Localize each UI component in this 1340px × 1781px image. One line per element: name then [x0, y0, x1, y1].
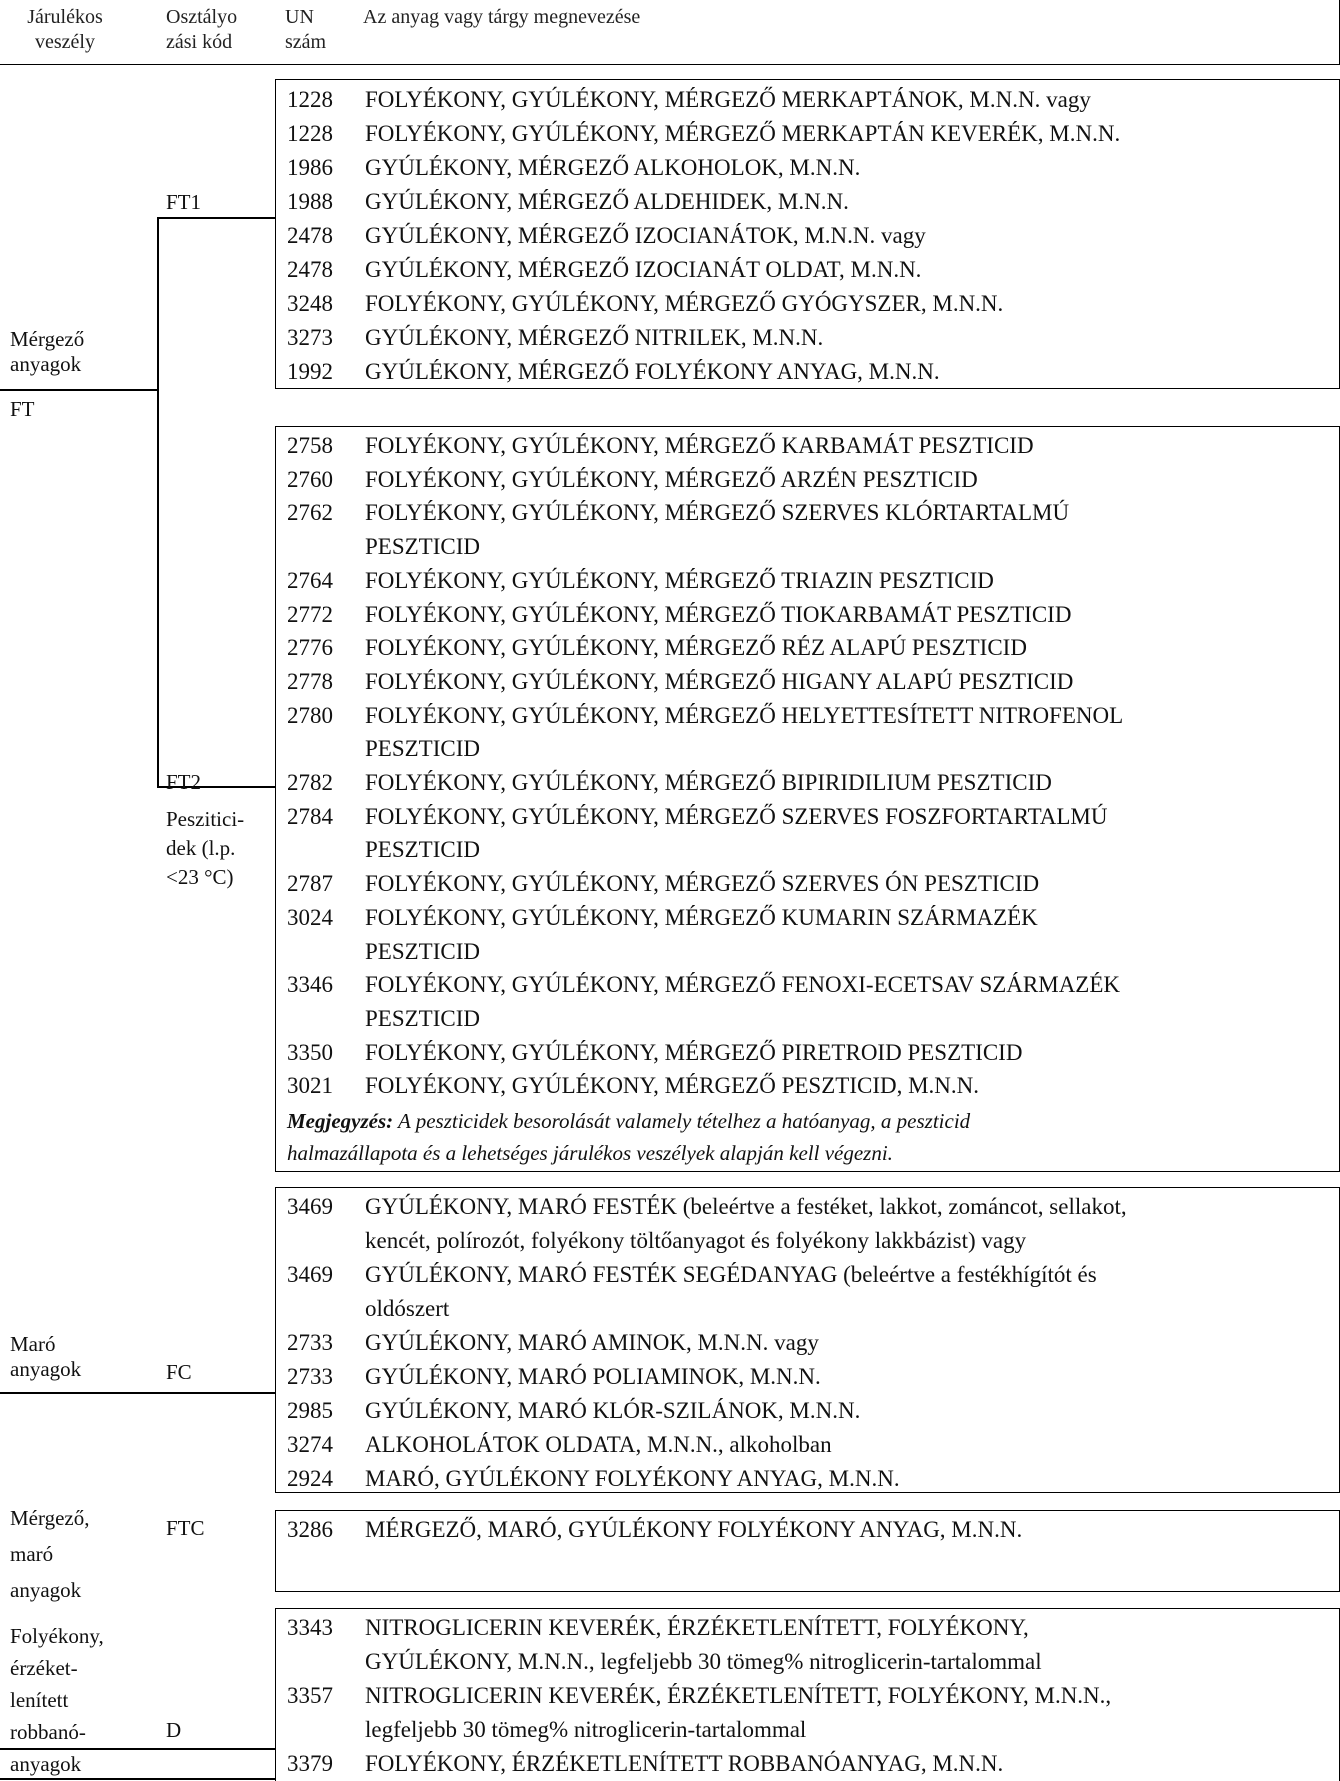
code-fc: FC — [166, 1360, 192, 1384]
entry-name: FOLYÉKONY, GYÚLÉKONY, MÉRGEZŐ HIGANY ALAPÚ PESZTICID — [365, 668, 1074, 694]
entry-name: MÉRGEZŐ, MARÓ, GYÚLÉKONY FOLYÉKONY ANYAG, M.N.N. — [365, 1517, 1023, 1542]
entry-name: PESZTICID — [365, 938, 480, 964]
un-number: 1992 — [287, 359, 333, 384]
un-number: 2782 — [287, 770, 333, 795]
header-col-un — [285, 5, 326, 55]
code-pesticides — [166, 805, 244, 892]
entry-name: FOLYÉKONY, GYÚLÉKONY, MÉRGEZŐ KUMARIN SZÁRMAZÉK — [365, 904, 1038, 930]
un-number: 1986 — [287, 155, 333, 180]
entry-name: FOLYÉKONY, ÉRZÉKETLENÍTETT ROBBANÓANYAG, M.N.N. — [365, 1751, 1004, 1776]
un-number: 3469 — [287, 1194, 333, 1219]
entry-name: FOLYÉKONY, GYÚLÉKONY, MÉRGEZŐ GYÓGYSZER, M.N.N. — [365, 291, 1004, 316]
label-text: Mérgező, — [10, 1506, 90, 1530]
label-corrosive — [10, 1332, 81, 1382]
pesticide-note — [287, 1105, 970, 1169]
un-number: 3346 — [287, 972, 333, 998]
label-toxic — [10, 327, 84, 377]
entry-name: legfeljebb 30 tömeg% nitroglicerin-tartalommal — [365, 1717, 807, 1742]
entry-name: FOLYÉKONY, GYÚLÉKONY, MÉRGEZŐ HELYETTESÍTETT NITROFENOL — [365, 702, 1124, 728]
un-number: 3248 — [287, 291, 333, 316]
entry-name: FOLYÉKONY, GYÚLÉKONY, MÉRGEZŐ SZERVES KLÓRTARTALMÚ — [365, 500, 1070, 526]
label-toxic-corrosive — [10, 1500, 90, 1608]
code-ft2: FT2 — [166, 770, 202, 794]
label-text: Peszitici- — [166, 807, 245, 831]
un-number: 1228 — [287, 87, 333, 112]
un-number: 3379 — [287, 1751, 333, 1776]
entry-name: NITROGLICERIN KEVERÉK, ÉRZÉKETLENÍTETT, FOLYÉKONY, M.N.N., — [365, 1683, 1112, 1708]
label-text: érzéket- — [10, 1656, 78, 1680]
entry-name: kencét, polírozót, folyékony töltőanyagot és folyékony lakkbázist) vagy — [365, 1228, 1027, 1253]
entry-name: GYÚLÉKONY, MARÓ FESTÉK (beleértve a festéket, lakkot, zománcot, sellakot, — [365, 1194, 1127, 1219]
label-text: dek (l.p. — [166, 836, 236, 860]
entry-name: FOLYÉKONY, GYÚLÉKONY, MÉRGEZŐ SZERVES ÓN PESZTICID — [365, 871, 1040, 897]
entry-name: GYÚLÉKONY, M.N.N., legfeljebb 30 tömeg% nitroglicerin-tartalommal — [365, 1649, 1042, 1674]
label-ft: FT — [10, 397, 35, 421]
note-text: A peszticidek besorolását valamely tételhez a hatóanyag, a peszticid — [393, 1109, 971, 1133]
un-number: 3273 — [287, 325, 333, 350]
header-text: Járulékos — [27, 6, 103, 28]
header-col-code — [166, 5, 237, 55]
entry-name: GYÚLÉKONY, MÉRGEZŐ IZOCIANÁT OLDAT, M.N.N. — [365, 257, 922, 282]
un-number: 2760 — [287, 466, 333, 492]
un-number: 3286 — [287, 1517, 333, 1542]
entry-name: GYÚLÉKONY, MARÓ FESTÉK SEGÉDANYAG (beleértve a festékhígítót és — [365, 1262, 1097, 1287]
entry-name: FOLYÉKONY, GYÚLÉKONY, MÉRGEZŐ PESZTICID, M.N.N. — [365, 1073, 980, 1099]
entry-name: PESZTICID — [365, 736, 480, 762]
un-number: 2776 — [287, 635, 333, 661]
entry-name: FOLYÉKONY, GYÚLÉKONY, MÉRGEZŐ KARBAMÁT PESZTICID — [365, 433, 1034, 458]
entry-name: PESZTICID — [365, 534, 480, 560]
un-number: 2985 — [287, 1398, 333, 1423]
un-number: 2478 — [287, 257, 333, 282]
entry-name: FOLYÉKONY, GYÚLÉKONY, MÉRGEZŐ TIOKARBAMÁT PESZTICID — [365, 601, 1072, 627]
divider-line — [157, 217, 159, 787]
un-number: 2778 — [287, 668, 333, 694]
entry-name: FOLYÉKONY, GYÚLÉKONY, MÉRGEZŐ RÉZ ALAPÚ PESZTICID — [365, 635, 1027, 661]
un-number: 2772 — [287, 601, 333, 627]
divider-line — [0, 389, 158, 391]
label-text: anyagok — [10, 352, 82, 376]
header-text: Osztályo — [166, 6, 238, 28]
label-text: robbanó- — [10, 1720, 86, 1744]
note-line-2: halmazállapota és a lehetséges járulékos veszélyek alapján kell végezni. — [287, 1141, 893, 1165]
entry-name: GYÚLÉKONY, MÉRGEZŐ FOLYÉKONY ANYAG, M.N.N. — [365, 359, 940, 384]
label-text: <23 °C) — [166, 865, 234, 889]
divider-line — [157, 217, 275, 219]
entry-name: PESZTICID — [365, 1005, 480, 1031]
divider-line — [0, 1392, 275, 1394]
un-number: 2784 — [287, 803, 333, 829]
un-number: 2780 — [287, 702, 333, 728]
label-text: anyagok — [10, 1578, 82, 1602]
un-number: 3350 — [287, 1039, 333, 1065]
entry-name: GYÚLÉKONY, MARÓ AMINOK, M.N.N. vagy — [365, 1330, 819, 1355]
un-number: 2924 — [287, 1466, 333, 1491]
un-number: 1988 — [287, 189, 333, 214]
entry-name: GYÚLÉKONY, MÉRGEZŐ IZOCIANÁTOK, M.N.N. vagy — [365, 223, 926, 248]
code-d: D — [166, 1718, 182, 1742]
label-text: anyagok — [10, 1357, 82, 1381]
header-col-name: Az anyag vagy tárgy megnevezése — [363, 6, 641, 28]
un-number: 1228 — [287, 121, 333, 146]
label-desensitized — [10, 1620, 104, 1780]
un-number: 2787 — [287, 871, 333, 897]
un-number: 2762 — [287, 500, 333, 526]
label-text: maró — [10, 1542, 54, 1566]
label-text: lenített — [10, 1688, 69, 1712]
label-text: anyagok — [10, 1752, 82, 1776]
un-number: 3357 — [287, 1683, 333, 1708]
entry-name: FOLYÉKONY, GYÚLÉKONY, MÉRGEZŐ BIPIRIDILIUM PESZTICID — [365, 770, 1052, 795]
header-text: szám — [285, 31, 327, 53]
code-ftc: FTC — [166, 1516, 205, 1540]
un-number: 3469 — [287, 1262, 333, 1287]
un-number: 2733 — [287, 1364, 333, 1389]
header-text: veszély — [35, 31, 95, 53]
entry-name: FOLYÉKONY, GYÚLÉKONY, MÉRGEZŐ SZERVES FOSZFORTARTALMÚ — [365, 803, 1108, 829]
entry-name: oldószert — [365, 1296, 450, 1321]
label-text: Mérgező — [10, 327, 85, 351]
un-number: 2764 — [287, 567, 333, 593]
entry-name: PESZTICID — [365, 837, 480, 863]
un-number: 3274 — [287, 1432, 333, 1457]
header-text: UN — [285, 6, 314, 28]
entry-name: FOLYÉKONY, GYÚLÉKONY, MÉRGEZŐ MERKAPTÁNOK, M.N.N. vagy — [365, 87, 1091, 112]
label-text: Maró — [10, 1332, 56, 1356]
entry-name: GYÚLÉKONY, MÉRGEZŐ ALDEHIDEK, M.N.N. — [365, 189, 849, 214]
un-number: 2478 — [287, 223, 333, 248]
entry-name: NITROGLICERIN KEVERÉK, ÉRZÉKETLENÍTETT, FOLYÉKONY, — [365, 1615, 1029, 1640]
code-ft1: FT1 — [166, 190, 202, 214]
entry-name: ALKOHOLÁTOK OLDATA, M.N.N., alkoholban — [365, 1432, 832, 1457]
un-number: 2758 — [287, 433, 333, 458]
entry-name: FOLYÉKONY, GYÚLÉKONY, MÉRGEZŐ ARZÉN PESZTICID — [365, 466, 978, 492]
entry-name: FOLYÉKONY, GYÚLÉKONY, MÉRGEZŐ PIRETROID PESZTICID — [365, 1039, 1023, 1065]
label-text: Folyékony, — [10, 1624, 104, 1648]
un-number: 3343 — [287, 1615, 333, 1640]
un-number: 3024 — [287, 904, 333, 930]
entry-name: GYÚLÉKONY, MÉRGEZŐ ALKOHOLOK, M.N.N. — [365, 155, 861, 180]
un-number: 3021 — [287, 1073, 333, 1099]
header-col-subsidiary — [10, 5, 120, 55]
note-line-1 — [287, 1105, 970, 1137]
header-text: zási kód — [166, 31, 233, 53]
entry-name: GYÚLÉKONY, MARÓ KLÓR-SZILÁNOK, M.N.N. — [365, 1398, 861, 1423]
note-label: Megjegyzés: — [287, 1109, 394, 1133]
un-number: 2733 — [287, 1330, 333, 1355]
entry-name: GYÚLÉKONY, MÉRGEZŐ NITRILEK, M.N.N. — [365, 325, 824, 350]
entry-name: MARÓ, GYÚLÉKONY FOLYÉKONY ANYAG, M.N.N. — [365, 1466, 900, 1491]
entry-name: FOLYÉKONY, GYÚLÉKONY, MÉRGEZŐ FENOXI-ECETSAV SZÁRMAZÉK — [365, 972, 1121, 998]
entry-name: GYÚLÉKONY, MARÓ POLIAMINOK, M.N.N. — [365, 1364, 821, 1389]
entry-name: FOLYÉKONY, GYÚLÉKONY, MÉRGEZŐ TRIAZIN PESZTICID — [365, 567, 994, 593]
entry-name: FOLYÉKONY, GYÚLÉKONY, MÉRGEZŐ MERKAPTÁN KEVERÉK, M.N.N. — [365, 121, 1121, 146]
